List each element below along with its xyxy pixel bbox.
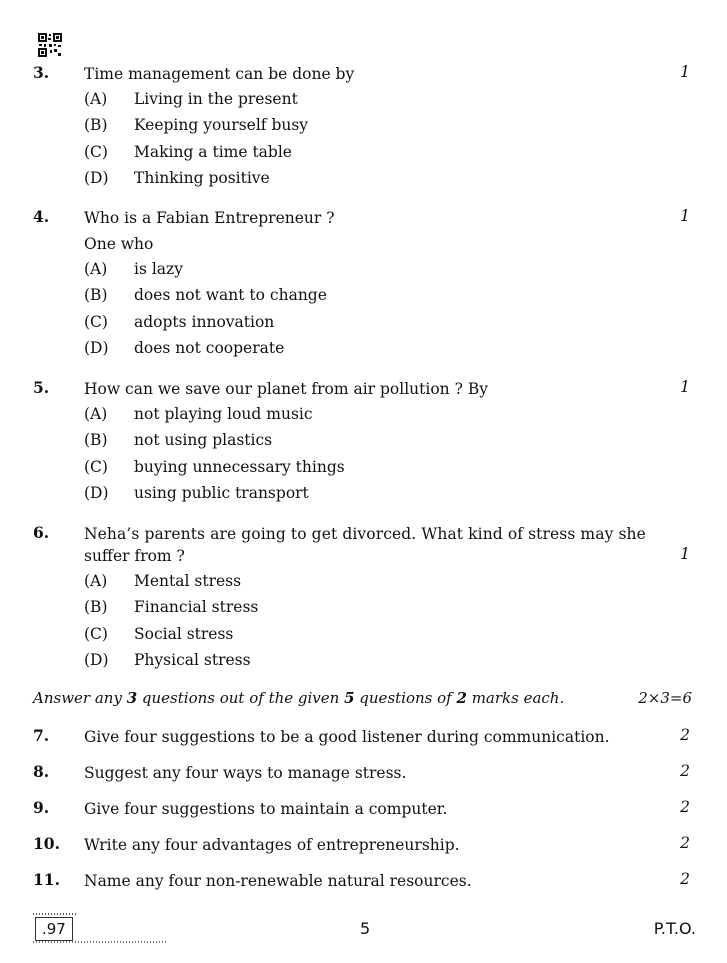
question-text: Give four suggestions to maintain a computer.: [84, 800, 448, 818]
page-number: 5: [360, 919, 371, 938]
question-marks: 1: [680, 63, 690, 81]
option-d: (D) Thinking positive: [84, 169, 270, 187]
question-number: 5.: [33, 378, 50, 397]
question-number: 6.: [33, 523, 50, 542]
section-instruction: Answer any 3 questions out of the given 5 questions of 2 marks each.: [33, 689, 565, 707]
option-d: (D) Physical stress: [84, 651, 251, 669]
qr-code-icon: [38, 33, 62, 57]
question-subtext: One who: [84, 235, 154, 253]
question-text: How can we save our planet from air pollution ? By: [84, 380, 488, 398]
option-d: (D) does not cooperate: [84, 339, 285, 357]
option-d: (D) using public transport: [84, 484, 309, 502]
question-text: Name any four non-renewable natural resources.: [84, 872, 472, 890]
question-marks: 2: [680, 726, 690, 744]
pto-label: P.T.O.: [653, 919, 696, 938]
question-number: 3.: [33, 63, 50, 82]
question-marks: 2: [680, 834, 690, 852]
question-text: Suggest any four ways to manage stress.: [84, 764, 407, 782]
section-marks: 2×3=6: [638, 689, 692, 707]
question-marks: 1: [680, 207, 690, 225]
question-marks: 1: [680, 378, 690, 396]
question-number: 11.: [33, 870, 60, 889]
barcode-strip-icon: [33, 913, 78, 915]
question-number: 10.: [33, 834, 60, 853]
option-a: (A) Mental stress: [84, 572, 242, 590]
question-marks: 2: [680, 870, 690, 888]
option-a: (A) not playing loud music: [84, 405, 313, 423]
question-text-line2: suffer from ?: [84, 547, 185, 565]
option-c: (C) adopts innovation: [84, 313, 275, 331]
option-a: (A) Living in the present: [84, 90, 298, 108]
option-b: (B) does not want to change: [84, 286, 327, 304]
question-number: 4.: [33, 207, 50, 226]
barcode-underline-icon: [33, 941, 168, 943]
option-c: (C) buying unnecessary things: [84, 458, 345, 476]
question-number: 9.: [33, 798, 50, 817]
question-marks: 1: [680, 545, 690, 563]
option-b: (B) Financial stress: [84, 598, 259, 616]
option-c: (C) Social stress: [84, 625, 234, 643]
option-b: (B) Keeping yourself busy: [84, 116, 309, 134]
question-text: Write any four advantages of entrepreneurship.: [84, 836, 460, 854]
question-number: 8.: [33, 762, 50, 781]
question-text-line1: Neha’s parents are going to get divorced. What kind of stress may she: [84, 525, 646, 543]
option-a: (A) is lazy: [84, 260, 183, 278]
question-text: Who is a Fabian Entrepreneur ?: [84, 209, 335, 227]
paper-code: .97: [35, 917, 73, 941]
question-marks: 2: [680, 798, 690, 816]
question-marks: 2: [680, 762, 690, 780]
question-number: 7.: [33, 726, 50, 745]
option-c: (C) Making a time table: [84, 143, 292, 161]
question-text: Give four suggestions to be a good listener during communication.: [84, 728, 610, 746]
question-text: Time management can be done by: [84, 65, 355, 83]
option-b: (B) not using plastics: [84, 431, 273, 449]
